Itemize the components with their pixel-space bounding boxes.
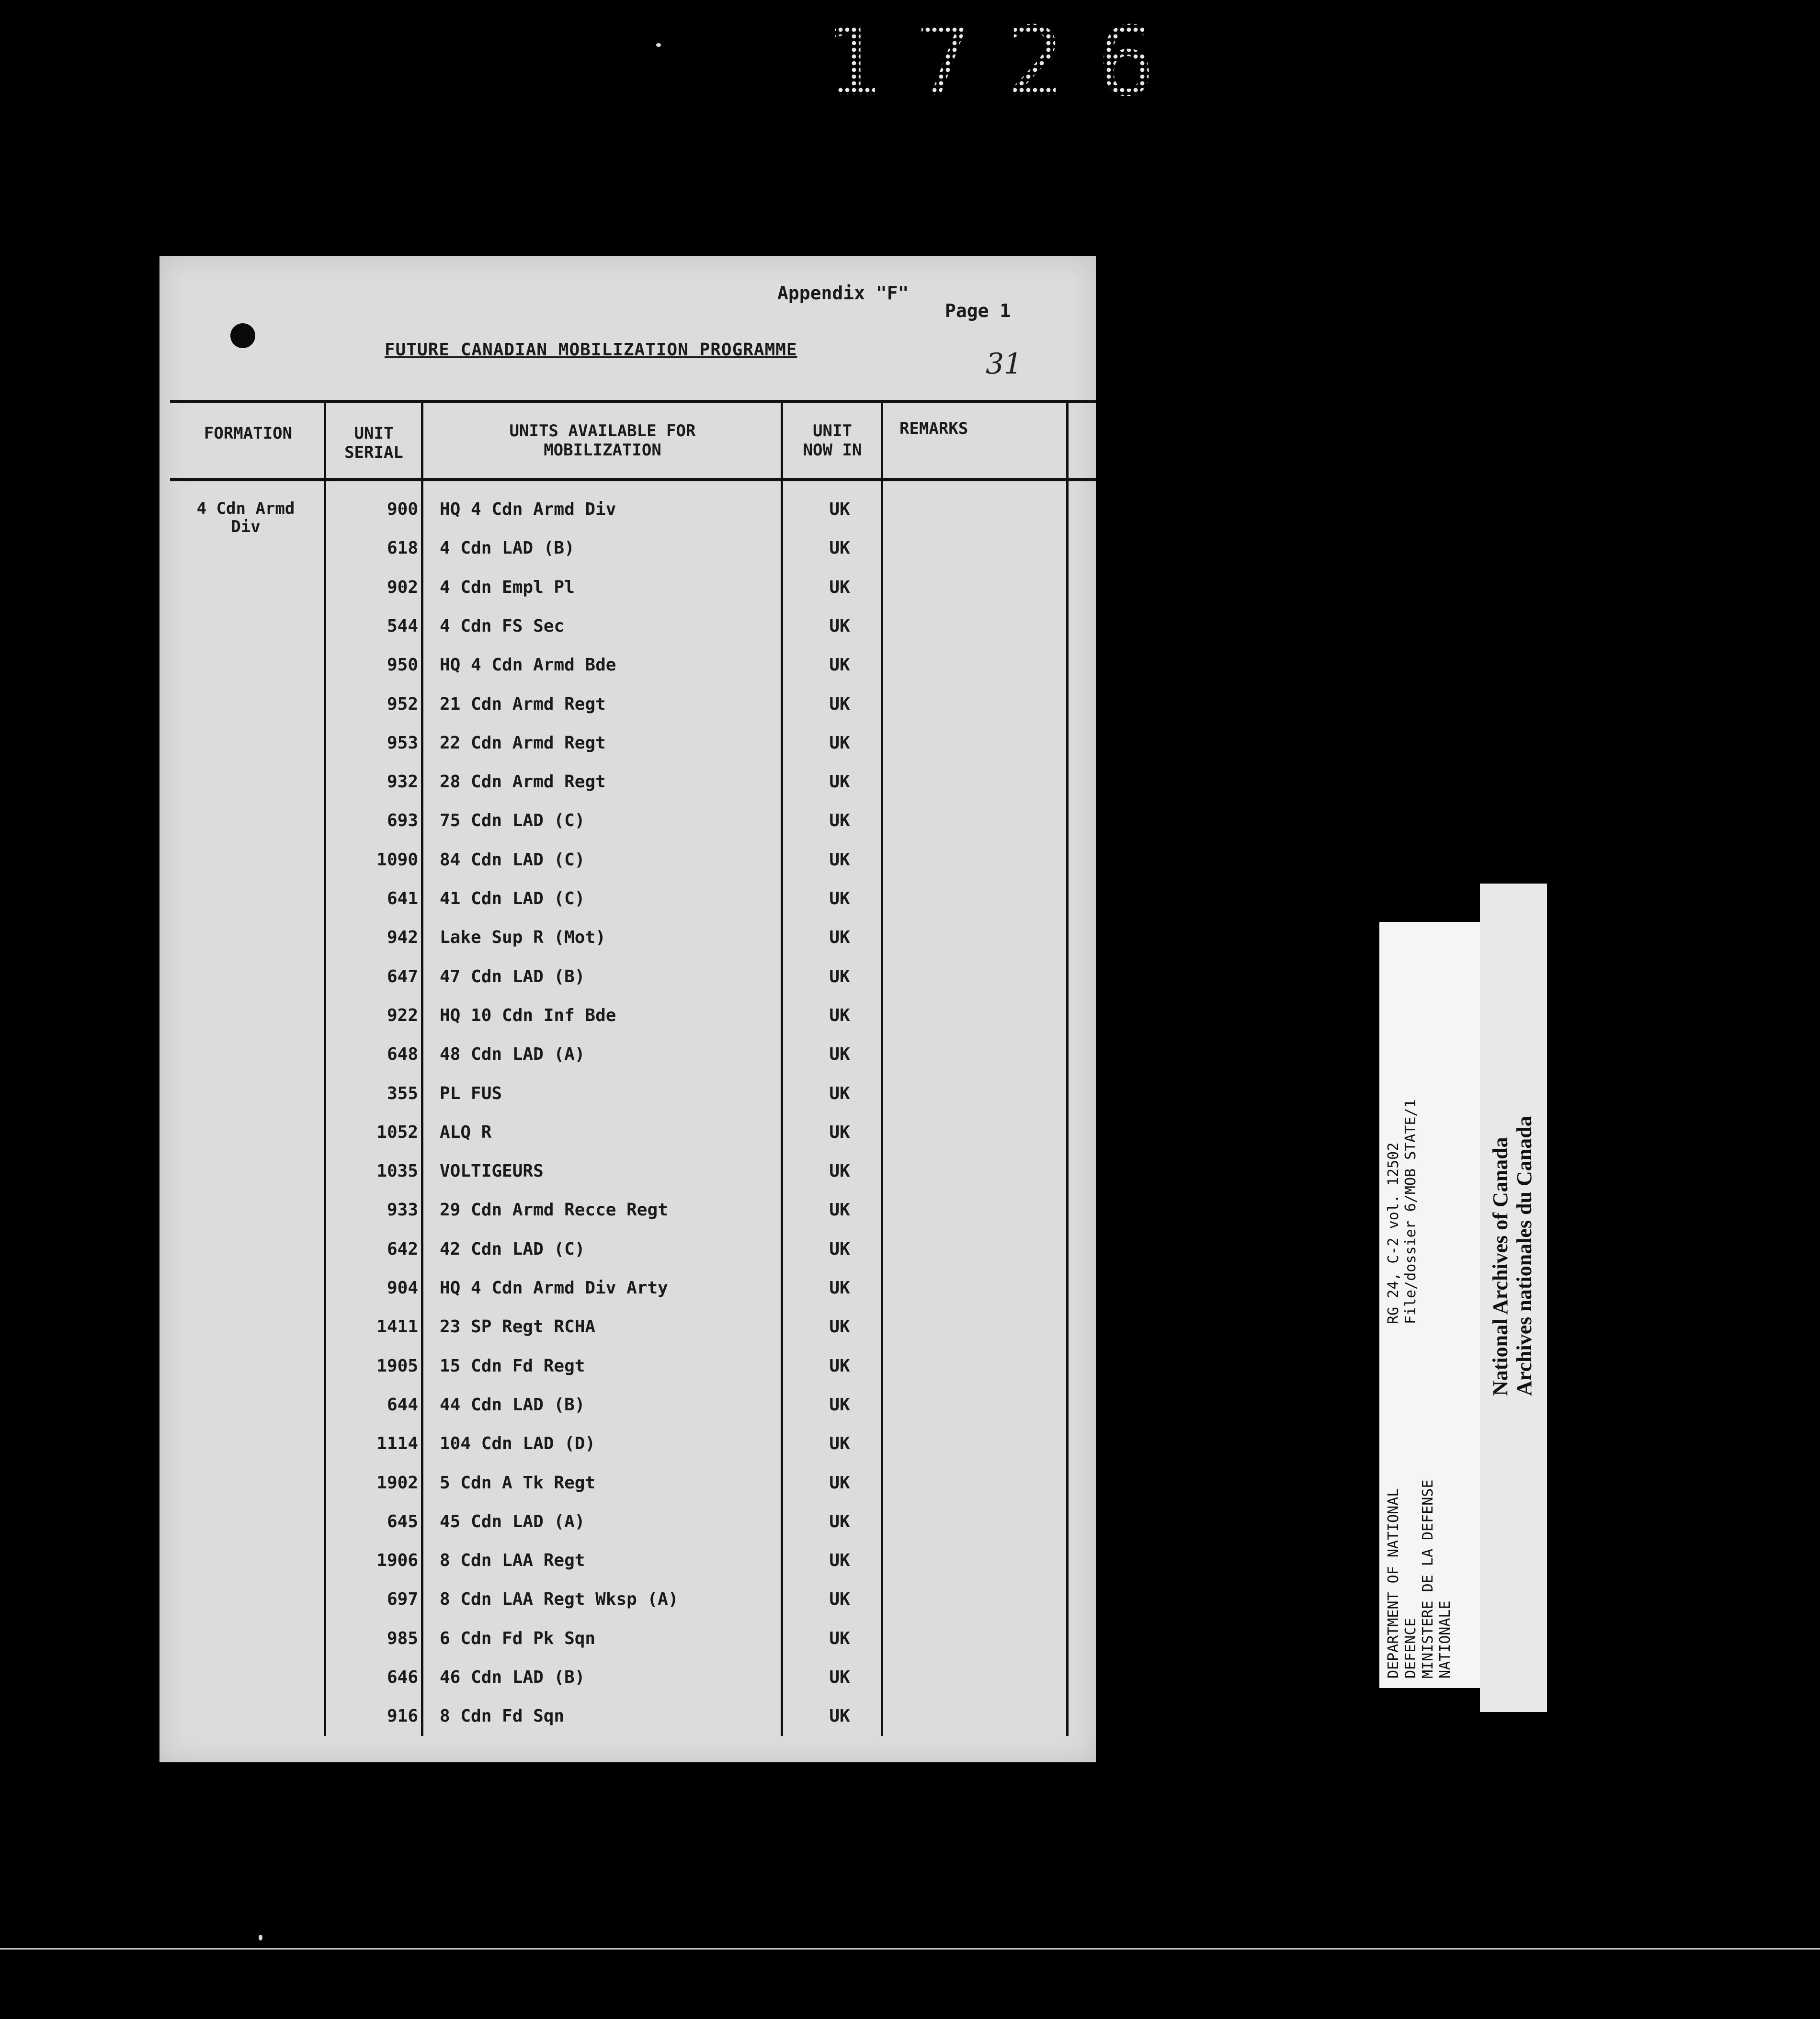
unit-name-cell: 47 Cdn LAD (B) <box>440 966 585 987</box>
table-row <box>159 574 1096 613</box>
unit-serial-cell: 916 <box>387 1706 418 1726</box>
unit-name-cell: 42 Cdn LAD (C) <box>440 1239 585 1259</box>
document-title: FUTURE CANADIAN MOBILIZATION PROGRAMME <box>385 340 797 360</box>
unit-name-cell: 21 Cdn Armd Regt <box>440 694 606 714</box>
unit-name-cell: 4 Cdn FS Sec <box>440 616 565 636</box>
archive-label-line: NATIONALE <box>1437 1600 1454 1679</box>
unit-name-cell: 84 Cdn LAD (C) <box>440 850 585 870</box>
unit-name-cell: 6 Cdn Fd Pk Sqn <box>440 1628 596 1648</box>
unit-serial-cell: 642 <box>387 1239 418 1259</box>
table-row <box>159 496 1096 534</box>
table-row <box>159 1586 1096 1624</box>
unit-name-cell: HQ 10 Cdn Inf Bde <box>440 1005 616 1025</box>
unit-serial-cell: 1114 <box>376 1434 418 1454</box>
unit-serial-cell: 900 <box>387 499 418 519</box>
unit-location-cell: UK <box>829 772 850 792</box>
unit-serial-cell: 1035 <box>376 1161 418 1181</box>
film-speck <box>656 43 661 47</box>
unit-serial-cell: 618 <box>387 538 418 558</box>
table-row <box>159 1625 1096 1664</box>
unit-location-cell: UK <box>829 1395 850 1415</box>
unit-location-cell: UK <box>829 1511 850 1531</box>
table-row <box>159 1313 1096 1352</box>
unit-serial-cell: 932 <box>387 772 418 792</box>
nac-label-line: National Archives of Canada <box>1489 1137 1512 1396</box>
table-row <box>159 1041 1096 1079</box>
unit-serial-cell: 1905 <box>376 1356 418 1376</box>
unit-name-cell: 45 Cdn LAD (A) <box>440 1511 585 1531</box>
unit-name-cell: 4 Cdn LAD (B) <box>440 538 575 558</box>
unit-location-cell: UK <box>829 1551 850 1571</box>
archive-label-line: RG 24, C-2 vol. 12502 <box>1385 1142 1402 1324</box>
unit-name-cell: 44 Cdn LAD (B) <box>440 1395 585 1415</box>
unit-location-cell: UK <box>829 1083 850 1103</box>
table-top-rule <box>170 400 1096 403</box>
unit-name-cell: Lake Sup R (Mot) <box>440 928 606 948</box>
formation-value: 4 Cdn Armd Div <box>196 499 295 536</box>
unit-location-cell: UK <box>829 1589 850 1610</box>
unit-serial-cell: 933 <box>387 1200 418 1220</box>
unit-serial-cell: 644 <box>387 1395 418 1415</box>
table-row <box>159 1196 1096 1235</box>
unit-serial-cell: 697 <box>387 1589 418 1610</box>
archive-reference-label <box>1379 922 1480 1688</box>
unit-name-cell: 48 Cdn LAD (A) <box>440 1044 585 1065</box>
unit-location-cell: UK <box>829 616 850 636</box>
unit-name-cell: 8 Cdn Fd Sqn <box>440 1706 565 1726</box>
film-speck <box>259 1935 262 1940</box>
unit-location-cell: UK <box>829 1356 850 1376</box>
table-row <box>159 651 1096 690</box>
unit-serial-cell: 1090 <box>376 850 418 870</box>
unit-location-cell: UK <box>829 889 850 908</box>
unit-name-cell: ALQ R <box>440 1122 492 1142</box>
table-row <box>159 885 1096 924</box>
page-number: Page 1 <box>945 300 1011 321</box>
table-row <box>159 691 1096 729</box>
unit-location-cell: UK <box>829 538 850 558</box>
unit-name-cell: 23 SP Regt RCHA <box>440 1317 596 1337</box>
table-header-rule <box>170 478 1096 481</box>
unit-name-cell: 28 Cdn Armd Regt <box>440 772 606 792</box>
handwritten-mark: 31 <box>986 347 1023 381</box>
unit-location-cell: UK <box>829 966 850 987</box>
national-archives-label <box>1480 884 1547 1712</box>
table-row <box>159 924 1096 963</box>
unit-location-cell: UK <box>829 1667 850 1687</box>
header-unit-serial: UNIT SERIAL <box>344 424 403 462</box>
unit-location-cell: UK <box>829 655 850 675</box>
table-row <box>159 1430 1096 1469</box>
unit-location-cell: UK <box>829 1122 850 1142</box>
unit-serial-cell: 922 <box>387 1005 418 1025</box>
punch-hole <box>230 323 255 348</box>
unit-location-cell: UK <box>829 1200 850 1220</box>
document-page <box>159 256 1096 1762</box>
table-row <box>159 1119 1096 1157</box>
unit-location-cell: UK <box>829 928 850 948</box>
unit-location-cell: UK <box>829 1317 850 1337</box>
unit-location-cell: UK <box>829 1628 850 1648</box>
table-row <box>159 1352 1096 1391</box>
unit-serial-cell: 942 <box>387 928 418 948</box>
unit-name-cell: HQ 4 Cdn Armd Bde <box>440 655 616 675</box>
header-unit-now-in: UNIT NOW IN <box>803 421 862 460</box>
unit-serial-cell: 1902 <box>376 1473 418 1493</box>
table-row <box>159 613 1096 651</box>
unit-location-cell: UK <box>829 577 850 597</box>
table-row <box>159 1508 1096 1547</box>
archive-label-line: DEFENCE <box>1402 1618 1419 1679</box>
table-row <box>159 1391 1096 1430</box>
unit-location-cell: UK <box>829 850 850 870</box>
unit-serial-cell: 647 <box>387 966 418 987</box>
unit-location-cell: UK <box>829 1434 850 1454</box>
archive-label-line: MINISTERE DE LA DEFENSE <box>1420 1479 1436 1679</box>
unit-name-cell: 8 Cdn LAA Regt <box>440 1551 585 1571</box>
film-edge-line <box>0 1948 1820 1950</box>
appendix-label: Appendix "F" <box>777 283 909 304</box>
table-row <box>159 1157 1096 1196</box>
table-row <box>159 807 1096 846</box>
unit-name-cell: 29 Cdn Armd Recce Regt <box>440 1200 668 1220</box>
unit-serial-cell: 693 <box>387 811 418 831</box>
unit-name-cell: 22 Cdn Armd Regt <box>440 733 606 753</box>
unit-location-cell: UK <box>829 811 850 831</box>
unit-location-cell: UK <box>829 1706 850 1726</box>
unit-serial-cell: 641 <box>387 889 418 908</box>
unit-name-cell: VOLTIGEURS <box>440 1161 544 1181</box>
archive-label-line: File/dossier 6/MOB STATE/1 <box>1402 1099 1419 1324</box>
unit-serial-cell: 953 <box>387 733 418 753</box>
unit-serial-cell: 355 <box>387 1083 418 1103</box>
unit-serial-cell: 1906 <box>376 1551 418 1571</box>
unit-name-cell: PL FUS <box>440 1083 502 1103</box>
unit-location-cell: UK <box>829 1278 850 1298</box>
unit-location-cell: UK <box>829 694 850 714</box>
table-row <box>159 534 1096 573</box>
table-row <box>159 1469 1096 1508</box>
unit-name-cell: 5 Cdn A Tk Regt <box>440 1473 596 1493</box>
unit-location-cell: UK <box>829 1044 850 1065</box>
table-row <box>159 768 1096 807</box>
unit-serial-cell: 544 <box>387 616 418 636</box>
unit-location-cell: UK <box>829 1161 850 1181</box>
archive-label-line: DEPARTMENT OF NATIONAL <box>1385 1488 1402 1679</box>
unit-serial-cell: 952 <box>387 694 418 714</box>
nac-label-line: Archives nationales du Canada <box>1513 1116 1536 1396</box>
film-frame-number: 1726 <box>824 6 1189 118</box>
unit-location-cell: UK <box>829 1473 850 1493</box>
unit-serial-cell: 985 <box>387 1628 418 1648</box>
header-remarks: REMARKS <box>899 419 968 438</box>
table-row <box>159 846 1096 885</box>
table-row <box>159 963 1096 1002</box>
table-row <box>159 1702 1096 1741</box>
unit-serial-cell: 1052 <box>376 1122 418 1142</box>
header-units-available: UNITS AVAILABLE FOR MOBILIZATION <box>509 421 696 460</box>
header-formation: FORMATION <box>204 424 293 443</box>
unit-serial-cell: 950 <box>387 655 418 675</box>
unit-serial-cell: 1411 <box>376 1317 418 1337</box>
table-row <box>159 1002 1096 1041</box>
unit-location-cell: UK <box>829 1005 850 1025</box>
unit-serial-cell: 648 <box>387 1044 418 1065</box>
table-row <box>159 1274 1096 1313</box>
table-row <box>159 1664 1096 1702</box>
unit-name-cell: 8 Cdn LAA Regt Wksp (A) <box>440 1589 679 1610</box>
unit-location-cell: UK <box>829 1239 850 1259</box>
unit-serial-cell: 904 <box>387 1278 418 1298</box>
unit-serial-cell: 902 <box>387 577 418 597</box>
unit-name-cell: 4 Cdn Empl Pl <box>440 577 575 597</box>
unit-location-cell: UK <box>829 499 850 519</box>
unit-location-cell: UK <box>829 733 850 753</box>
unit-name-cell: 104 Cdn LAD (D) <box>440 1434 596 1454</box>
unit-name-cell: 46 Cdn LAD (B) <box>440 1667 585 1687</box>
unit-name-cell: 75 Cdn LAD (C) <box>440 811 585 831</box>
unit-name-cell: HQ 4 Cdn Armd Div <box>440 499 616 519</box>
unit-name-cell: 41 Cdn LAD (C) <box>440 889 585 908</box>
table-row <box>159 1547 1096 1586</box>
unit-serial-cell: 645 <box>387 1511 418 1531</box>
unit-serial-cell: 646 <box>387 1667 418 1687</box>
table-row <box>159 729 1096 768</box>
table-row <box>159 1236 1096 1274</box>
unit-name-cell: 15 Cdn Fd Regt <box>440 1356 585 1376</box>
table-row <box>159 1080 1096 1119</box>
unit-name-cell: HQ 4 Cdn Armd Div Arty <box>440 1278 668 1298</box>
